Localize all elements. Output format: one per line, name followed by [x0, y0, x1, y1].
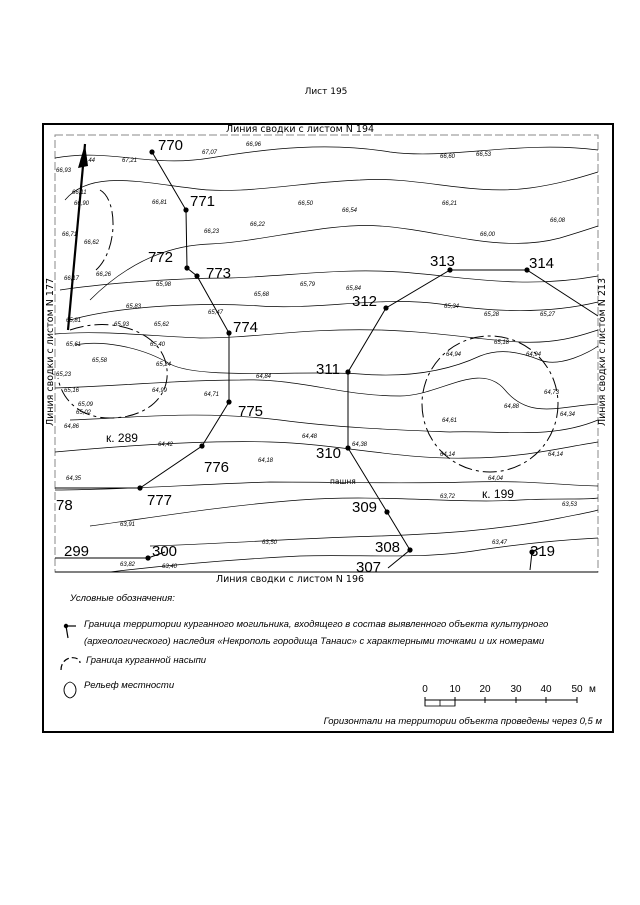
- elevation-mark: 64,88: [504, 404, 520, 410]
- elevation-mark: 64,35: [66, 476, 82, 482]
- elevation-mark: 65,84: [346, 286, 362, 292]
- point-label: 300: [152, 543, 178, 560]
- point-label: 777: [147, 492, 173, 509]
- scale-tick: 10: [449, 684, 461, 695]
- point-776: [199, 443, 204, 448]
- elevation-mark: 63,72: [440, 494, 456, 500]
- contour-line: [70, 301, 598, 320]
- point-label: 78: [56, 497, 73, 514]
- point-775: [226, 399, 231, 404]
- contour-line: [60, 271, 598, 290]
- elevation-mark: 63,50: [262, 540, 278, 546]
- elevation-mark: 67,07: [202, 150, 218, 156]
- elevation-mark: 65,81: [66, 318, 82, 324]
- elevation-mark: 66,08: [550, 218, 566, 224]
- elevation-mark: 65,98: [156, 282, 172, 288]
- point-308: [407, 547, 412, 552]
- point-774: [226, 330, 231, 335]
- elevation-mark: 66,17: [64, 276, 80, 282]
- elevation-mark: 64,86: [64, 424, 80, 430]
- point-label: 775: [238, 403, 264, 420]
- legend-item-mound: Граница курганной насыпи: [86, 655, 207, 666]
- point-label: 772: [148, 249, 174, 266]
- elevation-marks: [56, 142, 578, 570]
- elevation-mark: 66,26: [96, 272, 112, 278]
- mound-boundary-arc: [96, 190, 113, 270]
- point-310: [345, 445, 350, 450]
- elevation-mark: 66,00: [480, 232, 496, 238]
- elevation-mark: 66,22: [250, 222, 266, 228]
- kurgan-label-199: к. 199: [482, 487, 514, 501]
- elevation-mark: 63,53: [562, 502, 578, 508]
- boundary-line-east: [348, 270, 598, 568]
- elevation-mark: 66,90: [74, 201, 90, 207]
- point-label: 310: [316, 445, 342, 462]
- elevation-mark: 64,04: [488, 476, 504, 482]
- point-label: 311: [316, 361, 340, 378]
- point-label: 307: [356, 559, 382, 576]
- point-770: [149, 149, 154, 154]
- elevation-mark: 66,23: [204, 229, 220, 235]
- elevation-mark: 64,84: [256, 374, 272, 380]
- point-777: [137, 485, 142, 490]
- scale-tick: 0: [422, 684, 428, 695]
- legend: [61, 593, 548, 698]
- elevation-mark: 65,61: [66, 342, 82, 348]
- elevation-mark: 65,02: [76, 410, 92, 416]
- point-771: [183, 207, 188, 212]
- map-frame: [55, 135, 598, 572]
- point-label: 309: [352, 499, 378, 516]
- elevation-mark: 65,40: [150, 342, 166, 348]
- point-311: [345, 369, 350, 374]
- point-label: 771: [190, 193, 216, 210]
- boundary-points: [137, 149, 534, 560]
- contour-lines: [55, 147, 598, 572]
- elevation-mark: 67,21: [122, 158, 138, 164]
- elevation-mark: 64,94: [446, 352, 462, 358]
- elevation-mark: 65,79: [300, 282, 316, 288]
- elevation-mark: 65,58: [92, 358, 108, 364]
- legend-item-boundary-line2: (археологического) наследия «Некрополь городища Танаис» с характерными точками и их номерами: [84, 636, 545, 647]
- contour-line: [55, 482, 598, 490]
- elevation-mark: 63,91: [120, 522, 136, 528]
- point-772: [184, 265, 189, 270]
- contour-line: [70, 415, 598, 433]
- elevation-mark: 63,40: [162, 564, 178, 570]
- elevation-mark: 65,24: [156, 362, 172, 368]
- contour-line: [110, 538, 598, 572]
- mound-boundary-289: [58, 325, 167, 418]
- elevation-mark: 66,21: [442, 201, 458, 207]
- scale-unit: м: [589, 684, 596, 695]
- point-label: 770: [158, 137, 184, 154]
- elevation-mark: 64,61: [442, 418, 458, 424]
- elevation-mark: 64,73: [544, 390, 560, 396]
- contour-line: [55, 330, 598, 343]
- elevation-mark: 65,16: [64, 388, 80, 394]
- elevation-mark: 67,44: [80, 158, 96, 164]
- elevation-mark: 66,93: [56, 168, 72, 174]
- elevation-mark: 65,18: [494, 340, 510, 346]
- legend-item-relief: Рельеф местности: [84, 680, 175, 691]
- legend-title: Условные обозначения:: [70, 593, 175, 604]
- elevation-mark: 65,47: [208, 310, 224, 316]
- elevation-mark: 64,48: [302, 434, 318, 440]
- point-label: 313: [430, 253, 456, 270]
- elevation-mark: 64,14: [548, 452, 564, 458]
- elevation-mark: 64,71: [204, 392, 220, 398]
- elevation-mark: 65,23: [56, 372, 72, 378]
- point-label: 774: [233, 319, 259, 336]
- elevation-mark: 66,11: [72, 190, 87, 196]
- field-label: пашня: [330, 477, 356, 486]
- kurgan-label-289: к. 289: [106, 431, 138, 445]
- scale-tick: 30: [510, 684, 522, 695]
- point-312: [383, 305, 388, 310]
- point-label: 319: [530, 543, 556, 560]
- edge-label-top: Линия сводки с листом N 194: [225, 124, 375, 135]
- elevation-mark: 65,34: [444, 304, 460, 310]
- elevation-mark: 64,18: [258, 458, 274, 464]
- elevation-mark: 64,94: [526, 352, 542, 358]
- elevation-mark: 66,60: [440, 154, 456, 160]
- elevation-mark: 64,14: [440, 452, 456, 458]
- point-label: 312: [352, 293, 378, 310]
- edge-label-right: Линия сводки с листом N 213: [597, 277, 608, 427]
- contour-line: [65, 172, 598, 200]
- point-label: 308: [375, 539, 401, 556]
- elevation-mark: 65,09: [78, 402, 94, 408]
- boundary-line-icon: [64, 624, 76, 638]
- elevation-mark: 64,42: [158, 442, 174, 448]
- elevation-mark: 65,68: [254, 292, 270, 298]
- relief-icon: [64, 682, 76, 698]
- contour-interval-note: Горизонтали на территории объекта проведены через 0,5 м: [323, 716, 602, 727]
- elevation-mark: 64,38: [352, 442, 368, 448]
- point-309: [384, 509, 389, 514]
- scale-tick: 50: [571, 684, 583, 695]
- legend-item-boundary-line1: Граница территории курганного могильника, входящего в состав выявленного объекта культурного: [84, 619, 549, 630]
- sheet-title: Лист 195: [304, 87, 348, 97]
- scale-tick: 40: [540, 684, 552, 695]
- point-773: [194, 273, 199, 278]
- edge-label-bottom: Линия сводки с листом N 196: [215, 574, 365, 585]
- point-label: 773: [206, 265, 232, 282]
- edge-label-left: Линия сводки с листом N 177: [45, 277, 56, 427]
- elevation-mark: 66,96: [246, 142, 262, 148]
- scale-tick: 20: [479, 684, 491, 695]
- elevation-mark: 66,53: [476, 152, 492, 158]
- elevation-mark: 63,82: [120, 562, 136, 568]
- elevation-mark: 66,62: [84, 240, 100, 246]
- elevation-mark: 65,28: [484, 312, 500, 318]
- elevation-mark: 64,34: [560, 412, 576, 418]
- elevation-mark: 66,50: [298, 201, 314, 207]
- elevation-mark: 64,99: [152, 388, 168, 394]
- elevation-mark: 66,71: [62, 232, 78, 238]
- mound-boundary-icon: [61, 658, 80, 670]
- elevation-mark: 66,81: [152, 200, 168, 206]
- elevation-mark: 63,47: [492, 540, 508, 546]
- point-label: 776: [204, 459, 230, 476]
- point-label: 299: [64, 543, 90, 560]
- point-label: 314: [529, 255, 555, 272]
- elevation-mark: 65,83: [126, 304, 142, 310]
- elevation-mark: 66,54: [342, 208, 358, 214]
- elevation-mark: 65,27: [540, 312, 556, 318]
- elevation-mark: 65,62: [154, 322, 170, 328]
- scale-bar: [422, 684, 596, 706]
- point-300: [145, 555, 150, 560]
- elevation-mark: 65,93: [114, 322, 130, 328]
